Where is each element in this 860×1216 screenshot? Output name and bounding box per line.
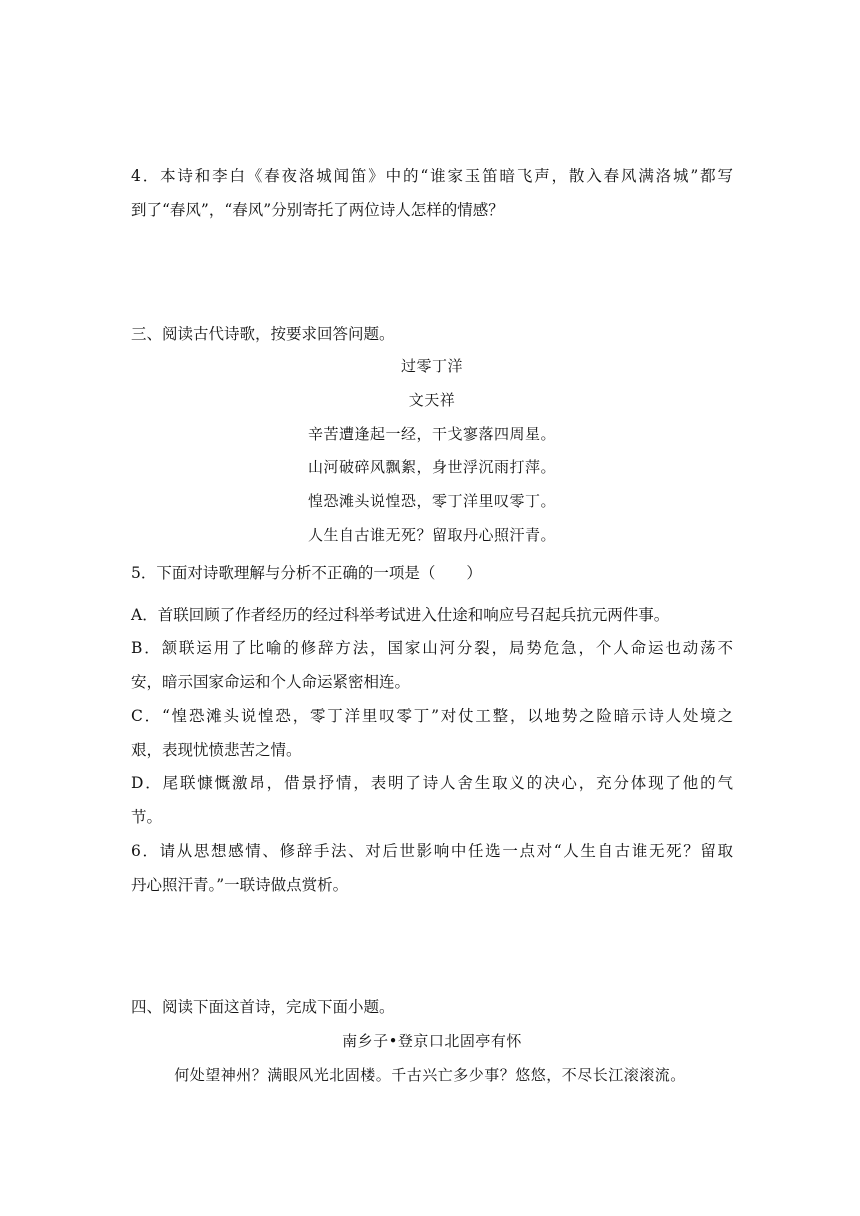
question-4-line-2: 到了“春风”，“春风”分别寄托了两位诗人怎样的情感？ bbox=[131, 201, 504, 219]
ci-line-1: 何处望神州？满眼风光北固楼。千古兴亡多少事？悠悠，不尽长江滚滚流。 bbox=[174, 1066, 686, 1084]
poem-line-4: 人生自古谁无死？留取丹心照汗青。 bbox=[307, 526, 556, 544]
question-6-line-1: 6．请从思想感情、修辞手法、对后世影响中任选一点对“人生自古谁无死？留取 bbox=[131, 842, 733, 860]
poem-title: 过零丁洋 bbox=[400, 357, 463, 375]
option-b-line-2: 安，暗示国家命运和个人命运紧密相连。 bbox=[131, 673, 411, 691]
ci-title: 南乡子•登京口北固亭有怀 bbox=[342, 1032, 522, 1050]
option-c-line-2: 艰，表现忧愤悲苦之情。 bbox=[131, 741, 302, 759]
question-4-line-1: 4．本诗和李白《春夜洛城闻笛》中的“谁家玉笛暗飞声，散入春风满洛城”都写 bbox=[131, 167, 733, 185]
poem-author: 文天祥 bbox=[408, 391, 456, 409]
option-a: A．首联回顾了作者经历的经过科举考试进入仕途和响应号召起兵抗元两件事。 bbox=[131, 606, 670, 624]
section-4-heading: 四、阅读下面这首诗，完成下面小题。 bbox=[131, 998, 395, 1016]
option-c-line-1: C．“惶恐滩头说惶恐，零丁洋里叹零丁”对仗工整，以地势之险暗示诗人处境之 bbox=[131, 707, 733, 725]
option-d-line-1: D．尾联慷慨激昂，借景抒情，表明了诗人舍生取义的决心，充分体现了他的气 bbox=[131, 774, 733, 792]
question-5-stem: 5．下面对诗歌理解与分析不正确的一项是（ ） bbox=[131, 564, 482, 582]
section-3-heading: 三、阅读古代诗歌，按要求回答问题。 bbox=[131, 325, 395, 343]
poem-line-1: 辛苦遭逢起一经，干戈寥落四周星。 bbox=[307, 425, 556, 443]
poem-line-2: 山河破碎风飘絮，身世浮沉雨打萍。 bbox=[307, 458, 556, 476]
poem-line-3: 惶恐滩头说惶恐，零丁洋里叹零丁。 bbox=[307, 492, 556, 510]
option-d-line-2: 节。 bbox=[131, 808, 163, 826]
question-6-line-2: 丹心照汗青。”一联诗做点赏析。 bbox=[131, 876, 349, 894]
option-b-line-1: B．颔联运用了比喻的修辞方法，国家山河分裂，局势危急，个人命运也动荡不 bbox=[131, 639, 733, 657]
